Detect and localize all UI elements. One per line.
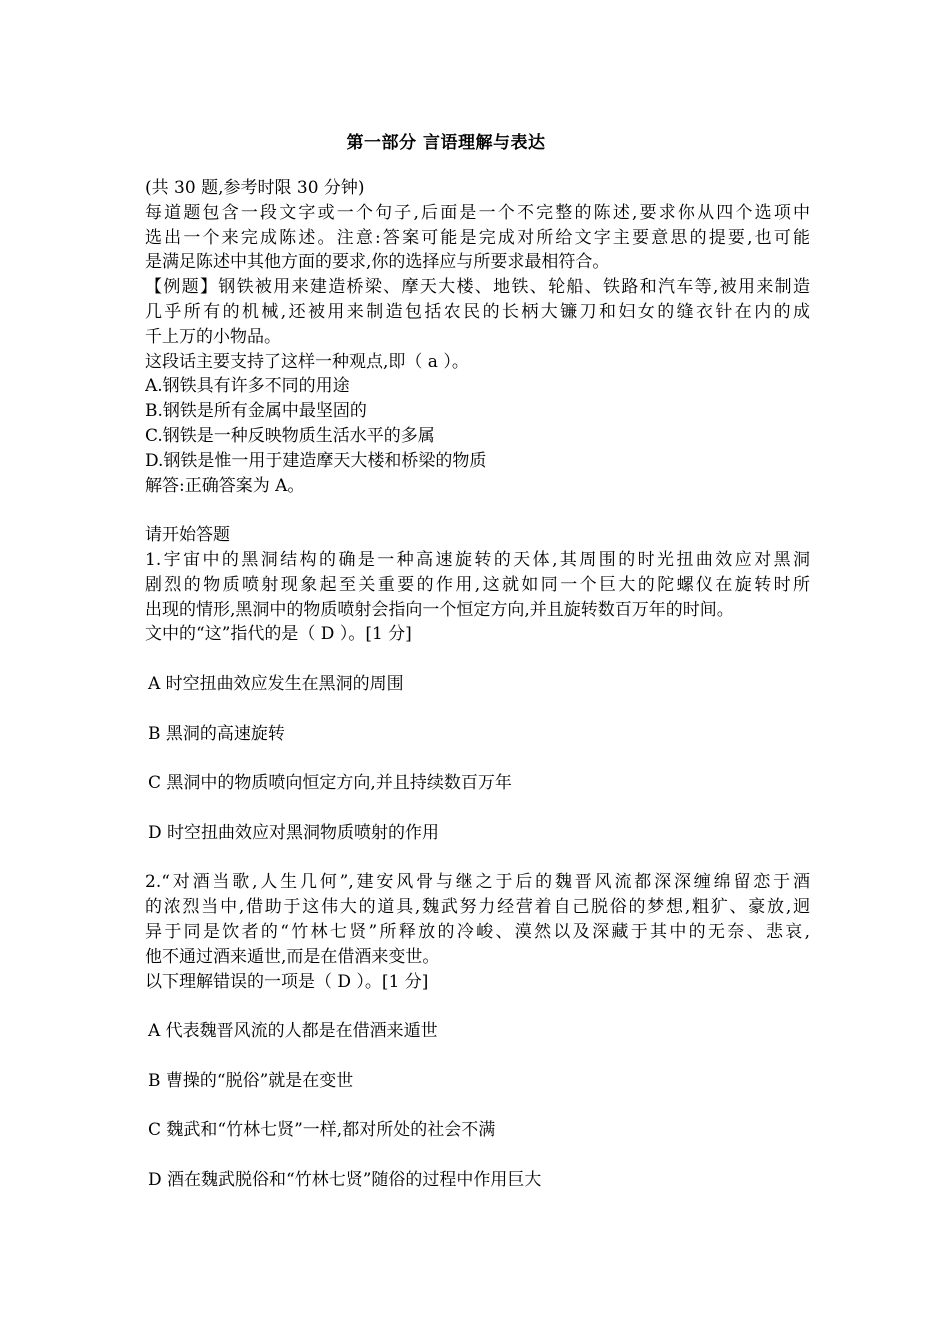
document-body [145, 176, 810, 1193]
example-question: 这段话主要支持了这样一种观点,即（ a ）。 [145, 351, 469, 372]
question-2-prompt: 以下理解错误的一项是（ D ）。[1 分] [145, 971, 429, 992]
example-answer: 解答:正确答案为 A。 [145, 475, 305, 496]
start-label: 请开始答题 [145, 525, 230, 546]
instruction-line: 是满足陈述中其他方面的要求,你的选择应与所要求最相符合。 [145, 252, 610, 273]
example-line: 千上万的小物品。 [145, 326, 281, 347]
spacer [145, 746, 810, 771]
question-2-option-c: C 魏武和“竹林七贤”一样,都对所处的社会不满 [148, 1120, 496, 1141]
spacer [145, 846, 810, 871]
spacer [145, 1044, 810, 1069]
example-option: A.钢铁具有许多不同的用途 [145, 376, 350, 397]
example-line: 【例题】钢铁被用来建造桥梁、摩天大楼、地铁、轮船、铁路和汽车等,被用来制造 [145, 277, 810, 298]
instruction-line: 选出一个来完成陈述。注意:答案可能是完成对所给文字主要意思的提要,也可能 [145, 227, 810, 248]
question-2-line: 异于同是饮者的“竹林七贤”所释放的冷峻、漠然以及深藏于其中的无奈、悲哀, [145, 921, 810, 942]
count-line: (共 30 题,参考时限 30 分钟) [145, 178, 365, 198]
example-option: B.钢铁是所有金属中最坚固的 [145, 401, 367, 422]
question-1-line: 1.宇宙中的黑洞结构的确是一种高速旋转的天体,其周围的时光扭曲效应对黑洞 [145, 549, 810, 570]
question-2-option-b: B 曹操的“脱俗”就是在变世 [148, 1070, 354, 1091]
question-2-option-a: A 代表魏晋风流的人都是在借酒来遁世 [148, 1021, 438, 1042]
instruction-line: 每道题包含一段文字或一个句子,后面是一个不完整的陈述,要求你从四个选项中 [145, 202, 810, 223]
spacer [145, 498, 810, 523]
question-1-option-b: B 黑洞的高速旋转 [148, 723, 285, 744]
spacer [145, 796, 810, 821]
question-1-line: 剧烈的物质喷射现象起至关重要的作用,这就如同一个巨大的陀螺仪在旋转时所 [145, 574, 810, 595]
question-1-line: 出现的情形,黑洞中的物质喷射会指向一个恒定方向,并且旋转数百万年的时间。 [145, 599, 734, 620]
example-option: C.钢铁是一种反映物质生活水平的多属 [145, 425, 435, 446]
question-2-line: 2.“对酒当歌,人生几何”,建安风骨与继之于后的魏晋风流都深深缠绵留恋于酒 [145, 872, 810, 893]
spacer [145, 1143, 810, 1168]
question-1-prompt: 文中的“这”指代的是（ D ）。[1 分] [145, 624, 412, 645]
question-1-option-c: C 黑洞中的物质喷向恒定方向,并且持续数百万年 [148, 773, 512, 794]
spacer [145, 647, 810, 672]
example-option: D.钢铁是惟一用于建造摩天大楼和桥梁的物质 [145, 450, 487, 471]
example-line: 几乎所有的机械,还被用来制造包括农民的长柄大镰刀和妇女的缝衣针在内的成 [145, 301, 810, 322]
spacer [145, 1093, 810, 1118]
question-2-line: 他不通过酒来遁世,而是在借酒来变世。 [145, 946, 440, 967]
spacer [145, 697, 810, 722]
question-2-option-d: D 酒在魏武脱俗和“竹林七贤”随俗的过程中作用巨大 [148, 1169, 542, 1190]
section-title: 第一部分 言语理解与表达 [346, 133, 546, 153]
question-2-line: 的浓烈当中,借助于这伟大的道具,魏武努力经营着自己脱俗的梦想,粗犷、豪放,迥 [145, 897, 810, 918]
spacer [145, 994, 810, 1019]
question-1-option-d: D 时空扭曲效应对黑洞物质喷射的作用 [148, 822, 440, 843]
question-1-option-a: A 时空扭曲效应发生在黑洞的周围 [148, 673, 404, 694]
